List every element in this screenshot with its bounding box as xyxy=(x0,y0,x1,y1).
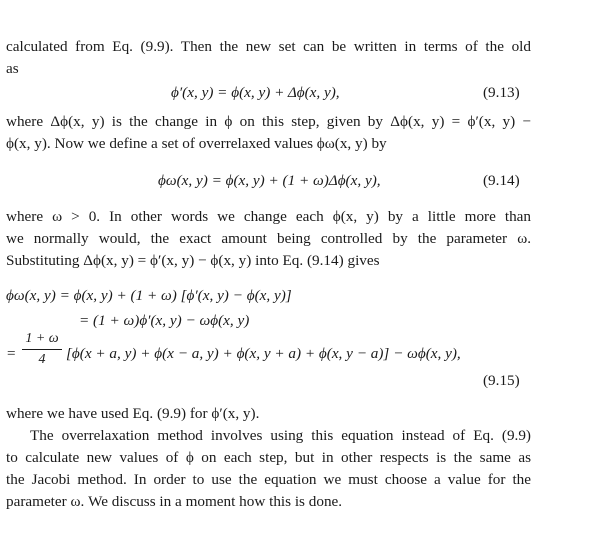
equation-9-15-line-2: = (1 + ω)ϕ′(x, y) − ωϕ(x, y) xyxy=(79,312,250,329)
equation-9-15-line-3: [ϕ(x + a, y) + ϕ(x − a, y) + ϕ(x, y + a) + ϕ(x, y − a)] − ωϕ(x, y), xyxy=(66,345,461,362)
paragraph-line: the Jacobi method. In order to use the equation we must choose a value for the xyxy=(6,471,531,488)
paragraph-line: to calculate new values of ϕ on each step, but in other respects is the same as xyxy=(6,449,531,466)
equation-9-13: ϕ′(x, y) = ϕ(x, y) + Δϕ(x, y), xyxy=(171,84,340,101)
paragraph-line: Substituting Δϕ(x, y) = ϕ′(x, y) − ϕ(x, y) into Eq. (9.14) gives xyxy=(6,252,380,269)
equation-9-15-line-1: ϕω(x, y) = ϕ(x, y) + (1 + ω) [ϕ′(x, y) − ϕ(x, y)] xyxy=(6,287,292,304)
equation-9-15-equals: = xyxy=(6,345,17,362)
paragraph-line: ϕ(x, y). Now we define a set of overrelaxed values ϕω(x, y) by xyxy=(6,135,387,152)
equation-9-14: ϕω(x, y) = ϕ(x, y) + (1 + ω)Δϕ(x, y), xyxy=(158,172,381,189)
equation-number: (9.15) xyxy=(483,372,520,389)
paragraph-line: where ω > 0. In other words we change each ϕ(x, y) by a little more than xyxy=(6,208,531,225)
fraction-denominator: 4 xyxy=(38,352,46,367)
paragraph-line: The overrelaxation method involves using this equation instead of Eq. (9.9) xyxy=(30,427,531,444)
paragraph-line: parameter ω. We discuss in a moment how this is done. xyxy=(6,493,343,510)
equation-number: (9.13) xyxy=(483,84,520,101)
fraction-numerator: 1 + ω xyxy=(25,331,59,346)
paragraph-line: where we have used Eq. (9.9) for ϕ′(x, y). xyxy=(6,405,260,422)
paragraph-line: as xyxy=(6,60,19,77)
fraction-bar xyxy=(22,349,62,350)
equation-number: (9.14) xyxy=(483,172,520,189)
paragraph-line: calculated from Eq. (9.9). Then the new set can be written in terms of the old xyxy=(6,38,531,55)
paragraph-line: where Δϕ(x, y) is the change in ϕ on this step, given by Δϕ(x, y) = ϕ′(x, y) − xyxy=(6,113,531,130)
paragraph-line: we normally would, the exact amount being controlled by the parameter ω. xyxy=(6,230,531,247)
